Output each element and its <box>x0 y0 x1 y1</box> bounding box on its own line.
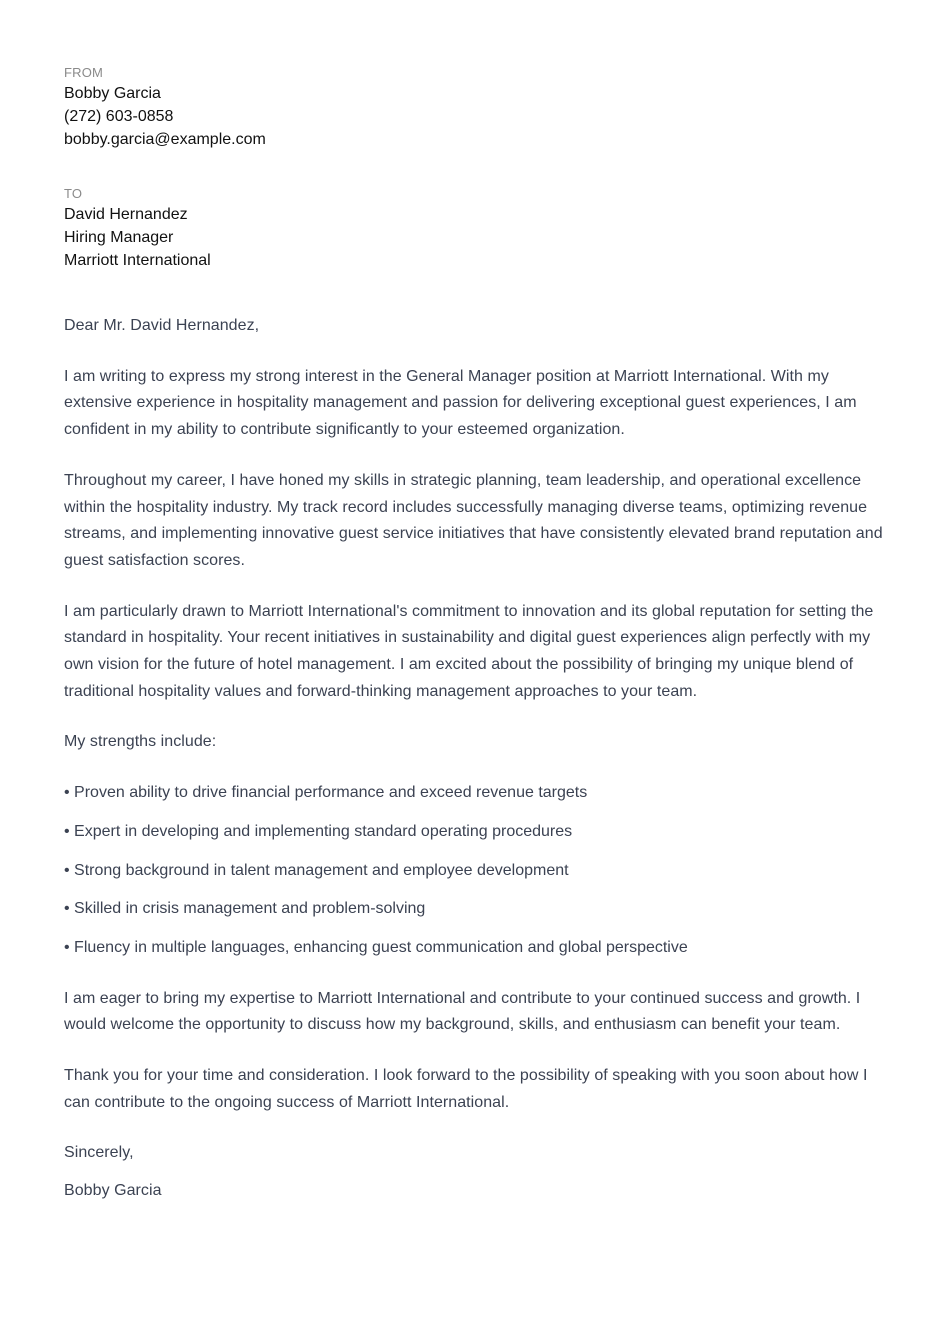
sender-block <box>64 64 894 151</box>
strength-item: • Strong background in talent management and employee development <box>64 861 569 879</box>
strength-item: • Expert in developing and implementing standard operating procedures <box>64 822 573 840</box>
sender-email: bobby.garcia@example.com <box>64 131 266 148</box>
paragraph-motivation: I am particularly drawn to Marriott International's commitment to innovation and its global reputation for setting the standard in hospitality. Your recent initiatives in sustainability and digital guest experiences align perfectly with my own vision for the future of hotel management. I am excited about the possibility of bringing my unique blend of traditional hospitality values and forward-thinking management approaches to your team. <box>64 602 874 700</box>
recipient-block <box>64 185 894 272</box>
paragraph-thanks: Thank you for your time and consideration. I look forward to the possibility of speaking with you soon about how I can contribute to the ongoing success of Marriott International. <box>64 1067 868 1111</box>
paragraph-experience: Throughout my career, I have honed my skills in strategic planning, team leadership, and operational excellence within the hospitality industry. My track record includes successfully managing diverse teams, optimizing revenue streams, and implementing innovative guest service initiatives that have consistently elevated brand reputation and guest satisfaction scores. <box>64 471 883 569</box>
to-label: TO <box>64 186 83 201</box>
salutation: Dear Mr. David Hernandez, <box>64 317 260 334</box>
strengths-list <box>64 780 894 962</box>
from-label: FROM <box>64 65 104 80</box>
strength-item: • Proven ability to drive financial performance and exceed revenue targets <box>64 784 588 802</box>
strength-item: • Skilled in crisis management and problem-solving <box>64 900 426 918</box>
signature: Bobby Garcia <box>64 1182 162 1200</box>
sender-name: Bobby Garcia <box>64 85 161 102</box>
sender-phone: (272) 603-0858 <box>64 108 174 125</box>
recipient-company: Marriott International <box>64 252 211 269</box>
recipient-name: David Hernandez <box>64 206 188 223</box>
paragraph-intro: I am writing to express my strong interest in the General Manager position at Marriott International. With my extensive experience in hospitality management and passion for delivering exceptional guest experiences, I am confident in my ability to contribute significantly to your esteemed organization. <box>64 367 857 439</box>
strengths-heading: My strengths include: <box>64 733 217 751</box>
paragraph-eager: I am eager to bring my expertise to Marriott International and contribute to your continued success and growth. I would welcome the opportunity to discuss how my background, skills, and enthusiasm can benefit your team. <box>64 989 861 1034</box>
closing: Sincerely, <box>64 1144 134 1162</box>
strength-item: • Fluency in multiple languages, enhancing guest communication and global perspective <box>64 938 688 956</box>
cover-letter <box>64 64 894 1229</box>
recipient-title: Hiring Manager <box>64 229 174 246</box>
